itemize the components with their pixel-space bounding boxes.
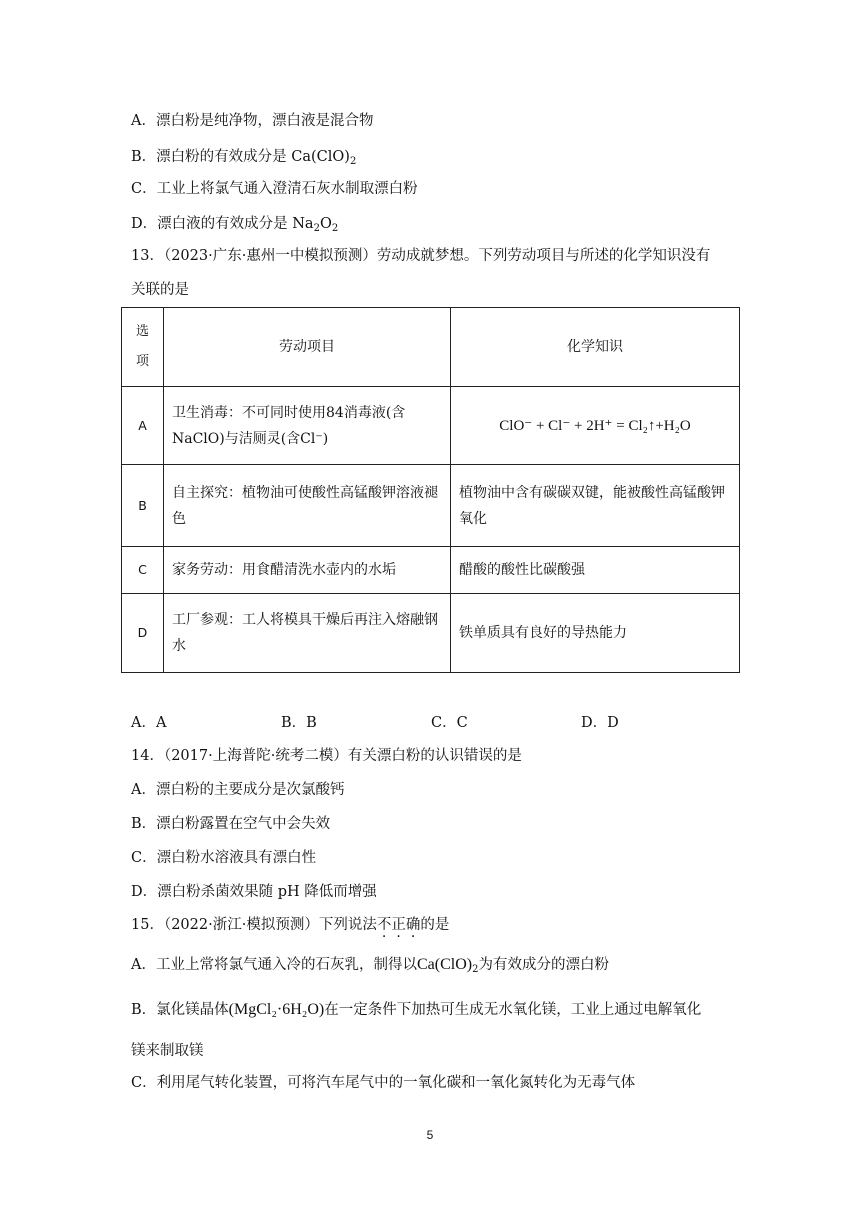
q14-option-b: B．漂白粉露置在空气中会失效 bbox=[131, 816, 331, 832]
q14-option-c: C．漂白粉水溶液具有漂白性 bbox=[131, 850, 317, 866]
row-d-labor: 工厂参观：工人将模具干燥后再注入熔融钢水 bbox=[164, 594, 451, 673]
q14-option-a: A．漂白粉的主要成分是次氯酸钙 bbox=[131, 782, 345, 798]
q12-option-c: C．工业上将氯气通入澄清石灰水制取漂白粉 bbox=[131, 181, 418, 197]
emphasis-char: 确 bbox=[405, 917, 421, 933]
q13-choice-d: D．D bbox=[581, 715, 619, 731]
q14-option-d: D．漂白粉杀菌效果随 pH 降低而增强 bbox=[131, 884, 377, 900]
q12-option-a: A．漂白粉是纯净物，漂白液是混合物 bbox=[131, 113, 374, 129]
q14-stem: 14．（2017·上海普陀·统考二模）有关漂白粉的认识错误的是 bbox=[131, 748, 522, 764]
table-row bbox=[122, 387, 740, 465]
row-b-chem: 植物油中含有碳碳双键，能被酸性高锰酸钾氧化 bbox=[451, 465, 740, 547]
q13-stem-line1: 13．（2023·广东·惠州一中模拟预测）劳动成就梦想。下列劳动项目与所述的化学知识没有 bbox=[131, 248, 711, 264]
row-c-chem: 醋酸的酸性比碳酸强 bbox=[451, 547, 740, 594]
table-row bbox=[122, 465, 740, 547]
table-row bbox=[122, 547, 740, 594]
row-b-labor: 自主探究：植物油可使酸性高锰酸钾溶液褪色 bbox=[164, 465, 451, 547]
q15-option-b-line2: 镁来制取镁 bbox=[131, 1043, 204, 1059]
row-d-chem: 铁单质具有良好的导热能力 bbox=[451, 594, 740, 673]
q13-choices bbox=[131, 713, 731, 733]
q15-stem: 15．（2022·浙江·模拟预测）下列说法不正确的是 bbox=[131, 917, 450, 933]
q15-option-a: A．工业上常将氯气通入冷的石灰乳，制得以$Ca(ClO)_2$为有效成分的漂白粉 bbox=[131, 956, 609, 975]
row-c-labor: 家务劳动：用食醋清洗水壶内的水垢 bbox=[164, 547, 451, 594]
table-header-row bbox=[122, 308, 740, 387]
table-row bbox=[122, 594, 740, 673]
q13-choice-c: C．C bbox=[431, 715, 468, 731]
q15-option-c: C．利用尾气转化装置，可将汽车尾气中的一氧化碳和一氧化氮转化为无毒气体 bbox=[131, 1075, 636, 1091]
row-b-option: B bbox=[122, 465, 164, 547]
emphasis-char: 正 bbox=[391, 917, 406, 933]
q12-option-b: B．漂白粉的有效成分是 $Ca(ClO)_2$ bbox=[131, 149, 357, 167]
page-number: 5 bbox=[426, 1128, 434, 1142]
row-a-chem: ClO⁻ + Cl⁻ + 2H⁺ = Cl₂↑+H₂O bbox=[451, 387, 740, 465]
q13-choice-b: B．B bbox=[281, 715, 317, 731]
row-a-labor: 卫生消毒：不可同时使用84消毒液(含NaClO)与洁厕灵(含Cl⁻) bbox=[164, 387, 451, 465]
q13-table bbox=[121, 307, 740, 673]
header-option: 选项 bbox=[122, 308, 164, 387]
q13-choice-a: A．A bbox=[131, 715, 167, 731]
row-d-option: D bbox=[122, 594, 164, 673]
header-chem: 化学知识 bbox=[451, 308, 740, 387]
emphasis-char: 不 bbox=[376, 917, 392, 933]
q13-stem-line2: 关联的是 bbox=[131, 282, 189, 298]
header-labor: 劳动项目 bbox=[164, 308, 451, 387]
row-c-option: C bbox=[122, 547, 164, 594]
row-a-option: A bbox=[122, 387, 164, 465]
q15-option-b-line1: B．氯化镁晶体(MgCl₂·6H₂O)在一定条件下加热可生成无水氧化镁，工业上通过电解氧化 bbox=[131, 1001, 702, 1018]
q12-option-d: D．漂白液的有效成分是 $Na_2O_2$ bbox=[131, 216, 339, 234]
